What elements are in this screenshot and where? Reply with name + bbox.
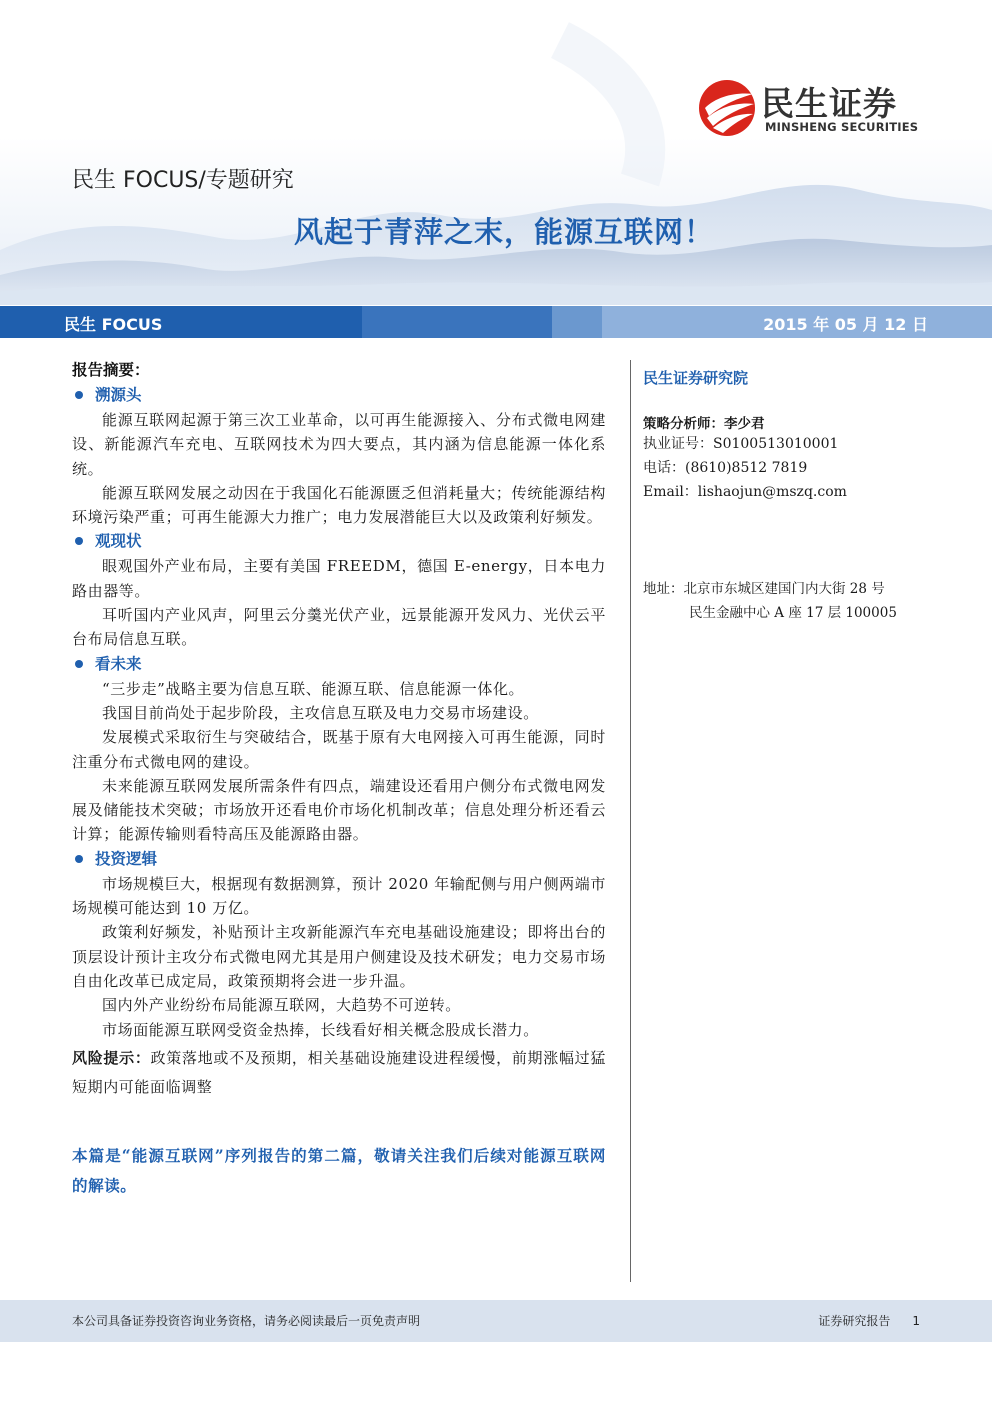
banner-label: 民生 FOCUS	[64, 315, 163, 334]
series-note: 本篇是“能源互联网”序列报告的第二篇，敬请关注我们后续对能源互联网的解读。	[72, 1145, 606, 1195]
summary-title: 报告摘要：	[72, 360, 150, 379]
section-heading-label: 溯源头	[95, 385, 142, 404]
risk-warning	[72, 1044, 606, 1102]
section-heading-label: 投资逻辑	[95, 848, 158, 868]
section-heading-status	[72, 528, 606, 554]
paragraph: 我国目前尚处于起步阶段，主攻信息互联及电力交易市场建设。	[102, 703, 539, 722]
footer-report-type: 证券研究报告	[818, 1314, 891, 1328]
analyst-sidebar	[643, 367, 943, 625]
column-divider	[630, 360, 631, 1282]
logo-text-cn: 民生证券	[761, 84, 897, 123]
paragraph: 政策利好频发，补贴预计主攻新能源汽车充电基础设施建设；即将出台的顶层设计预计主攻分布式微电网尤其是用户侧建设及技术研发；电力交易市场自由化改革已成定局，政策预期将会进一步升温。	[72, 923, 606, 990]
bullet-icon	[75, 537, 83, 545]
paragraph: 能源互联网发展之动因在于我国化石能源匮乏但消耗量大；传统能源结构环境污染严重；可再生能源大力推广；电力发展潜能巨大以及政策利好频发。	[72, 483, 606, 527]
address-line-1: 地址：北京市东城区建国门内大街 28 号	[643, 581, 885, 597]
report-date: 2015 年 05 月 12 日	[763, 315, 928, 334]
analyst-name: 策略分析师：李少君	[643, 416, 765, 432]
page-footer	[0, 1300, 992, 1342]
footer-meta	[796, 1312, 920, 1329]
section-heading-future	[72, 651, 606, 677]
section-heading-label: 观现状	[95, 531, 142, 551]
header-background	[0, 0, 992, 305]
paragraph: 市场面能源互联网受资金热捧，长线看好相关概念股成长潜力。	[102, 1020, 539, 1039]
paragraph: 耳听国内产业风声，阿里云分羹光伏产业，远景能源开发风力、光伏云平台布局信息互联。	[72, 606, 606, 649]
research-institute: 民生证券研究院	[643, 369, 749, 387]
risk-label: 风险提示：	[72, 1048, 151, 1067]
analyst-license: 执业证号：S0100513010001	[643, 436, 839, 452]
footer-disclaimer: 本公司具备证券投资咨询业务资格，请务必阅读最后一页免责声明	[72, 1314, 421, 1328]
bullet-icon	[75, 855, 83, 863]
analyst-phone: 电话：(8610)8512 7819	[643, 460, 808, 476]
paragraph: “三步走”战略主要为信息互联、能源互联、信息能源一体化。	[102, 679, 525, 698]
paragraph: 市场规模巨大，根据现有数据测算，预计 2020 年输配侧与用户侧两端市场规模可能达到 10 万亿。	[72, 874, 606, 918]
report-summary	[72, 357, 606, 1201]
report-series-label: 民生 FOCUS/专题研究	[72, 168, 294, 193]
section-heading-investment	[72, 846, 606, 872]
minsheng-logo-mark-icon	[697, 78, 757, 138]
bullet-icon	[75, 660, 83, 668]
address	[643, 577, 943, 625]
paragraph: 国内外产业纷纷布局能源互联网，大趋势不可逆转。	[102, 996, 461, 1015]
risk-text: 政策落地或不及预期，相关基础设施建设进程缓慢，前期涨幅过猛短期内可能面临调整	[72, 1048, 606, 1096]
logo-text-en: MINSHENG SECURITIES	[765, 120, 919, 134]
report-title: 风起于青萍之末，能源互联网！	[293, 215, 714, 249]
address-line-2: 民生金融中心 A 座 17 层 100005	[689, 605, 897, 621]
section-heading-label: 看未来	[95, 653, 142, 673]
page-number: 1	[912, 1314, 920, 1328]
header-banner	[0, 306, 992, 338]
paragraph: 眼观国外产业布局，主要有美国 FREEDM，德国 E-energy，日本电力路由器等。	[72, 557, 606, 600]
minsheng-securities-logo	[697, 78, 937, 138]
bullet-icon	[75, 391, 83, 399]
paragraph: 发展模式采取衍生与突破结合，既基于原有大电网接入可再生能源，同时注重分布式微电网的建设。	[72, 728, 606, 771]
paragraph: 能源互联网起源于第三次工业革命，以可再生能源接入、分布式微电网建设、新能源汽车充电、互联网技术为四大要点，其内涵为信息能源一体化系统。	[72, 411, 606, 478]
paragraph: 未来能源互联网发展所需条件有四点，端建设还看用户侧分布式微电网发展及储能技术突破；市场放开还看电价市场化机制改革；信息处理分析还看云计算；能源传输则看特高压及能源路由器。	[72, 776, 606, 844]
section-heading-origin	[72, 382, 606, 408]
analyst-email[interactable]: Email：lishaojun@mszq.com	[643, 484, 847, 500]
mountain-landscape-image	[0, 0, 992, 305]
